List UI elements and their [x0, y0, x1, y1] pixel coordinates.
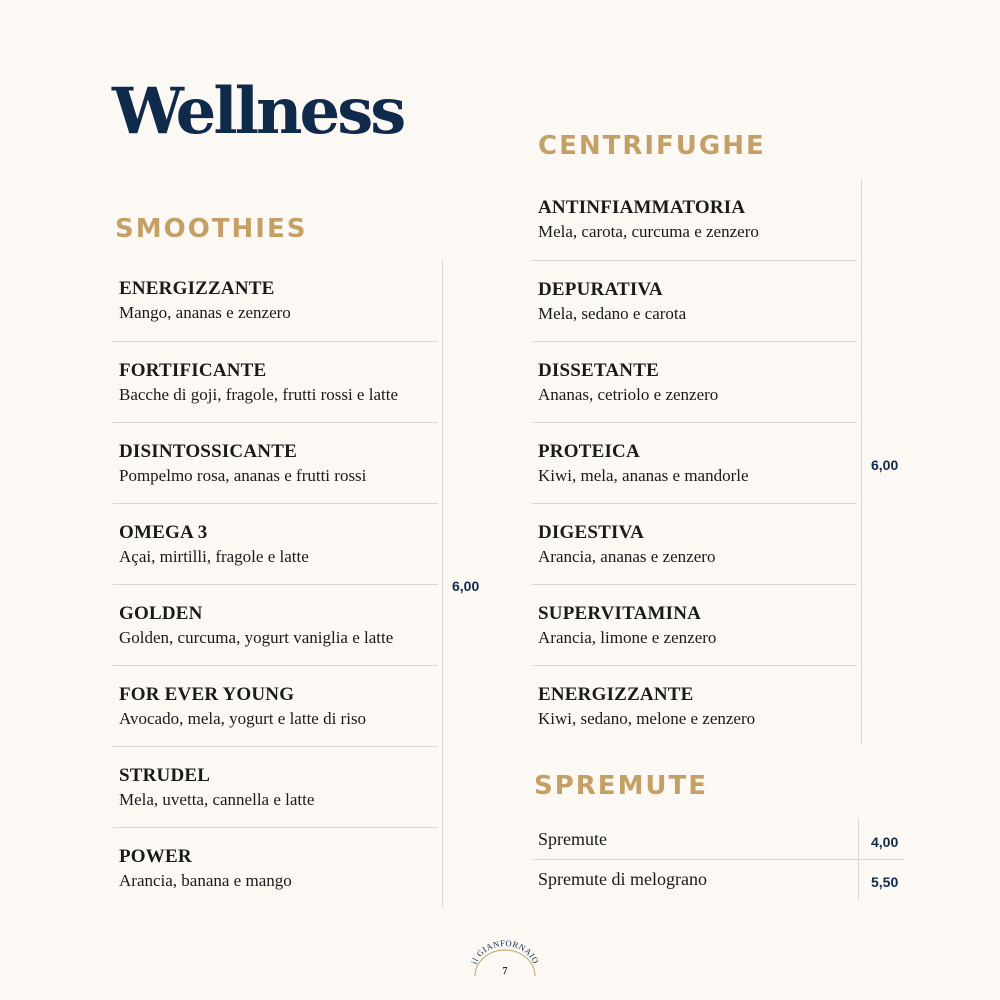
menu-item-name: SUPERVITAMINA	[538, 603, 702, 624]
page-number: 7	[502, 966, 508, 977]
menu-item	[113, 260, 438, 341]
menu-item-description: Bacche di goji, fragole, frutti rossi e latte	[119, 385, 398, 404]
spremute-item-price: 5,50	[871, 874, 899, 890]
menu-item-name: PROTEICA	[538, 441, 640, 462]
menu-item	[113, 827, 438, 908]
menu-item-description: Mela, sedano e carota	[538, 304, 687, 323]
menu-item-description: Arancia, ananas e zenzero	[538, 547, 716, 566]
menu-item-name: ENERGIZZANTE	[119, 278, 275, 299]
menu-item	[113, 422, 438, 503]
spremute-heading: SPREMUTE	[534, 771, 709, 801]
logo-brand-text: il GIANFORNAIO	[468, 937, 542, 966]
menu-item	[532, 584, 857, 665]
menu-item	[113, 584, 438, 665]
menu-item-name: DIGESTIVA	[538, 522, 644, 543]
menu-item	[113, 341, 438, 422]
menu-item-description: Ananas, cetriolo e zenzero	[538, 385, 719, 404]
menu-item-description: Arancia, banana e mango	[119, 871, 292, 890]
menu-item-name: DISSETANTE	[538, 360, 659, 381]
spremute-item-name: Spremute di melograno	[538, 869, 707, 889]
menu-item-description: Kiwi, mela, ananas e mandorle	[538, 466, 749, 485]
menu-item	[532, 260, 857, 341]
menu-item-description: Arancia, limone e zenzero	[538, 628, 717, 647]
spremute-item-price: 4,00	[871, 834, 899, 850]
svg-text:il GIANFORNAIO	[469, 938, 541, 966]
menu-item-description: Mela, uvetta, cannella e latte	[119, 790, 315, 809]
menu-item	[532, 179, 857, 260]
menu-item-name: FOR EVER YOUNG	[119, 684, 295, 705]
menu-item-name: STRUDEL	[119, 765, 211, 786]
menu-item-description: Açai, mirtilli, fragole e latte	[119, 547, 309, 566]
menu-item	[532, 341, 857, 422]
menu-item-name: POWER	[119, 846, 192, 867]
centrifughe-heading: CENTRIFUGHE	[538, 131, 766, 161]
smoothies-price: 6,00	[452, 578, 480, 594]
menu-item	[113, 503, 438, 584]
menu-item-name: DEPURATIVA	[538, 279, 663, 300]
spremute-item-name: Spremute	[538, 829, 607, 849]
menu-item-name: DISINTOSSICANTE	[119, 441, 297, 462]
smoothies-heading: SMOOTHIES	[115, 214, 308, 244]
centrifughe-divider	[861, 179, 862, 745]
menu-item-name: FORTIFICANTE	[119, 360, 267, 381]
spremute-divider	[858, 818, 859, 900]
page-title: Wellness	[112, 74, 404, 149]
menu-item	[113, 665, 438, 746]
menu-item-name: ENERGIZZANTE	[538, 684, 694, 705]
menu-item-description: Avocado, mela, yogurt e latte di riso	[119, 709, 367, 728]
menu-item	[113, 746, 438, 827]
menu-item-description: Pompelmo rosa, ananas e frutti rossi	[119, 466, 367, 485]
spremute-row-divider	[533, 859, 905, 860]
menu-item	[532, 665, 857, 746]
menu-item-description: Kiwi, sedano, melone e zenzero	[538, 709, 756, 728]
smoothies-divider	[442, 260, 443, 907]
menu-item	[532, 422, 857, 503]
centrifughe-price: 6,00	[871, 457, 899, 473]
menu-item-name: ANTINFIAMMATORIA	[538, 197, 746, 218]
menu-item	[532, 503, 857, 584]
menu-item-description: Mela, carota, curcuma e zenzero	[538, 222, 759, 241]
menu-item-description: Mango, ananas e zenzero	[119, 303, 291, 322]
menu-item-description: Golden, curcuma, yogurt vaniglia e latte	[119, 628, 394, 647]
menu-item-name: OMEGA 3	[119, 522, 208, 543]
menu-item-name: GOLDEN	[119, 603, 203, 624]
gianfornaio-logo	[465, 930, 545, 980]
